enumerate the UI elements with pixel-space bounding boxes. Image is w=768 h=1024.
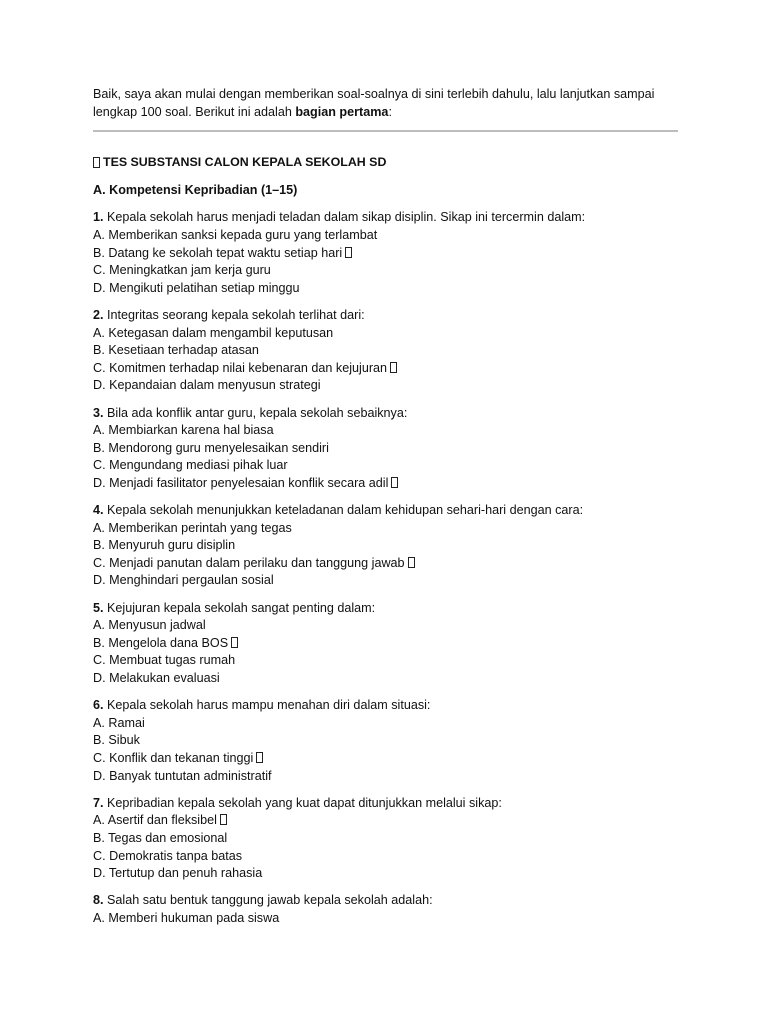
answer-option-text: C. Mengundang mediasi pihak luar bbox=[93, 458, 288, 473]
answer-option-text: B. Tegas dan emosional bbox=[93, 830, 228, 845]
question-item bbox=[93, 209, 678, 297]
answer-option-text: D. Menghindari pergaulan sosial bbox=[93, 573, 274, 588]
question-item bbox=[93, 307, 678, 395]
answer-option bbox=[93, 227, 678, 245]
question-text: Kepala sekolah harus menjadi teladan dalam sikap disiplin. Sikap ini tercermin dalam: bbox=[107, 210, 586, 225]
question-number: 6. bbox=[93, 698, 104, 713]
question-number: 1. bbox=[93, 210, 104, 225]
question-number: 5. bbox=[93, 600, 104, 615]
answer-mark-icon bbox=[231, 637, 238, 648]
answer-mark-icon bbox=[256, 752, 263, 763]
answer-option-text: A. Ketegasan dalam mengambil keputusan bbox=[93, 325, 334, 340]
answer-mark-icon bbox=[391, 477, 398, 488]
answer-option bbox=[93, 715, 678, 733]
answer-option bbox=[93, 865, 678, 883]
question-stem bbox=[93, 405, 678, 423]
question-item bbox=[93, 600, 678, 688]
answer-option bbox=[93, 812, 678, 830]
question-text: Integritas seorang kepala sekolah terlihat dari: bbox=[107, 307, 365, 322]
answer-option bbox=[93, 245, 678, 263]
question-number: 3. bbox=[93, 405, 104, 420]
question-stem bbox=[93, 892, 678, 910]
answer-option-text: B. Mendorong guru menyelesaikan sendiri bbox=[93, 440, 329, 455]
question-stem bbox=[93, 795, 678, 813]
answer-option-text: D. Kepandaian dalam menyusun strategi bbox=[93, 378, 321, 393]
answer-option-text: A. Memberi hukuman pada siswa bbox=[93, 910, 280, 925]
question-item bbox=[93, 892, 678, 927]
answer-option-text: C. Membuat tugas rumah bbox=[93, 653, 236, 668]
answer-option bbox=[93, 280, 678, 298]
answer-option bbox=[93, 325, 678, 343]
question-stem bbox=[93, 697, 678, 715]
document-title bbox=[93, 154, 678, 172]
answer-option bbox=[93, 360, 678, 378]
answer-option-text: D. Banyak tuntutan administratif bbox=[93, 768, 272, 783]
answer-option bbox=[93, 617, 678, 635]
question-stem bbox=[93, 209, 678, 227]
missing-glyph-icon bbox=[93, 157, 100, 168]
answer-option bbox=[93, 262, 678, 280]
answer-option-text: C. Meningkatkan jam kerja guru bbox=[93, 263, 271, 278]
answer-option-text: C. Demokratis tanpa batas bbox=[93, 848, 243, 863]
question-item bbox=[93, 697, 678, 785]
section-heading: A. Kompetensi Kepribadian (1–15) bbox=[93, 182, 298, 197]
answer-option-text: C. Konflik dan tekanan tinggi bbox=[93, 750, 254, 765]
answer-option bbox=[93, 475, 678, 493]
question-text: Salah satu bentuk tanggung jawab kepala sekolah adalah: bbox=[107, 893, 433, 908]
answer-mark-icon bbox=[345, 247, 352, 258]
question-list bbox=[93, 209, 678, 927]
question-number: 4. bbox=[93, 503, 104, 518]
answer-option bbox=[93, 670, 678, 688]
answer-option-text: B. Datang ke sekolah tepat waktu setiap hari bbox=[93, 245, 343, 260]
answer-option bbox=[93, 750, 678, 768]
answer-option-text: A. Memberikan perintah yang tegas bbox=[93, 520, 292, 535]
answer-option bbox=[93, 377, 678, 395]
answer-option-text: D. Menjadi fasilitator penyelesaian konflik secara adil bbox=[93, 475, 389, 490]
answer-option bbox=[93, 768, 678, 786]
answer-option-text: D. Mengikuti pelatihan setiap minggu bbox=[93, 280, 300, 295]
answer-option bbox=[93, 848, 678, 866]
answer-mark-icon bbox=[390, 362, 397, 373]
answer-option-text: B. Sibuk bbox=[93, 733, 140, 748]
answer-option bbox=[93, 910, 678, 928]
answer-option-text: C. Menjadi panutan dalam perilaku dan tanggung jawab bbox=[93, 555, 405, 570]
question-text: Kepala sekolah harus mampu menahan diri dalam situasi: bbox=[107, 698, 431, 713]
question-number: 2. bbox=[93, 307, 104, 322]
document-title-text: TES SUBSTANSI CALON KEPALA SEKOLAH SD bbox=[103, 155, 387, 170]
answer-option-text: B. Menyuruh guru disiplin bbox=[93, 538, 236, 553]
answer-option bbox=[93, 830, 678, 848]
answer-mark-icon bbox=[220, 814, 227, 825]
answer-option-text: D. Melakukan evaluasi bbox=[93, 671, 220, 685]
question-text: Bila ada konflik antar guru, kepala sekolah sebaiknya: bbox=[107, 405, 408, 420]
answer-option bbox=[93, 635, 678, 653]
intro-bold-text: bagian pertama bbox=[295, 104, 389, 119]
answer-mark-icon bbox=[408, 557, 415, 568]
intro-text: Baik, saya akan mulai dengan memberikan soal-soalnya di sini terlebih dahulu, lalu lanjutkan sampai lengkap 100 soal. Berikut ini adalah bbox=[93, 87, 655, 119]
answer-option bbox=[93, 520, 678, 538]
answer-option-text: A. Membiarkan karena hal biasa bbox=[93, 423, 274, 438]
question-stem bbox=[93, 307, 678, 325]
answer-option bbox=[93, 537, 678, 555]
question-number: 8. bbox=[93, 893, 104, 908]
answer-option-text: B. Mengelola dana BOS bbox=[93, 635, 229, 650]
answer-option bbox=[93, 732, 678, 750]
answer-option-text: D. Tertutup dan penuh rahasia bbox=[93, 866, 263, 881]
answer-option-text: B. Kesetiaan terhadap atasan bbox=[93, 343, 259, 358]
question-text: Kejujuran kepala sekolah sangat penting dalam: bbox=[107, 600, 376, 615]
answer-option bbox=[93, 440, 678, 458]
answer-option-text: A. Asertif dan fleksibel bbox=[93, 813, 217, 828]
question-stem bbox=[93, 600, 678, 618]
answer-option bbox=[93, 422, 678, 440]
answer-option bbox=[93, 555, 678, 573]
answer-option-text: A. Menyusun jadwal bbox=[93, 618, 206, 633]
question-item bbox=[93, 405, 678, 493]
intro-paragraph bbox=[93, 86, 678, 121]
horizontal-divider bbox=[93, 130, 678, 132]
document-page bbox=[93, 86, 678, 937]
answer-option-text: A. Memberikan sanksi kepada guru yang terlambat bbox=[93, 227, 378, 242]
answer-option bbox=[93, 457, 678, 475]
answer-option bbox=[93, 572, 678, 590]
question-item bbox=[93, 502, 678, 590]
question-text: Kepribadian kepala sekolah yang kuat dapat ditunjukkan melalui sikap: bbox=[107, 795, 502, 810]
question-item bbox=[93, 795, 678, 883]
intro-colon: : bbox=[388, 104, 392, 119]
answer-option-text: A. Ramai bbox=[93, 715, 145, 730]
question-stem bbox=[93, 502, 678, 520]
answer-option bbox=[93, 652, 678, 670]
answer-option bbox=[93, 342, 678, 360]
question-number: 7. bbox=[93, 795, 104, 810]
answer-option-text: C. Komitmen terhadap nilai kebenaran dan kejujuran bbox=[93, 360, 388, 375]
question-text: Kepala sekolah menunjukkan keteladanan dalam kehidupan sehari-hari dengan cara: bbox=[107, 503, 584, 518]
